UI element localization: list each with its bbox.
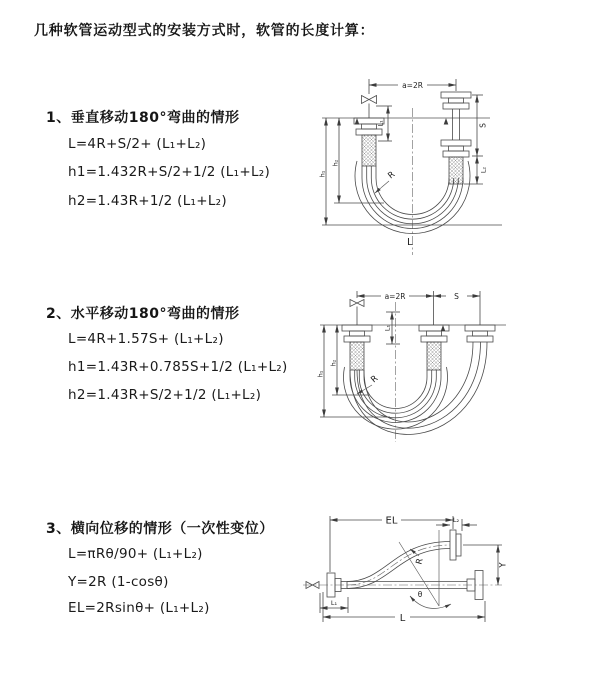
d2-dim-h1-h2 [317, 325, 391, 417]
d3-label-el: EL [385, 515, 398, 527]
d2-right-fitting-moved [465, 325, 495, 342]
section2-formula-L: L=4R+1.57S+ (L₁+L₂) [68, 331, 224, 347]
d2-valve-icon [350, 300, 364, 326]
d3-label-l: L [399, 613, 406, 624]
d3-upper-flange-moved [450, 530, 461, 560]
d3-label-theta: θ [417, 590, 423, 599]
d2-dim-l1 [384, 312, 401, 344]
section3-formula-EL: EL=2Rsinθ+ (L₁+L₂) [68, 600, 210, 616]
d3-dim-l2-top [436, 516, 477, 531]
d1-label-s: S [478, 123, 488, 128]
d2-left-fitting [342, 325, 372, 370]
d1-datum-arrow-right [444, 118, 449, 125]
d1-label-r: R [386, 169, 398, 182]
d2-label-s: S [454, 291, 459, 301]
section1-formula-h1: h1=1.432R+S/2+1/2 (L₁+L₂) [68, 164, 271, 180]
diagram-vertical-180-bend [312, 66, 598, 262]
d1-dim-l1 [376, 106, 392, 141]
page-title: 几种软管运动型式的安装方式时，软管的长度计算： [34, 23, 375, 39]
d2-label-h2: h₂ [329, 359, 338, 367]
d1-datum-arrow-left [355, 118, 360, 125]
d2-datum-arrow [441, 325, 445, 331]
d3-dim-l1-left [320, 593, 348, 613]
d1-valve-icon [362, 96, 377, 119]
diagram-lateral-displacement [298, 505, 598, 640]
d3-label-l1: L₁ [330, 599, 338, 607]
d1-radius-callout [375, 170, 397, 193]
d1-right-fitting [441, 92, 471, 184]
d2-middle-fitting [419, 325, 449, 370]
diagram-horizontal-180-bend [310, 282, 600, 462]
section3-heading: 3、横向位移的情形（一次性变位） [46, 521, 274, 537]
d2-label-h1: h₁ [316, 370, 325, 378]
d2-dim-a2r-s [357, 291, 480, 325]
d2-hose-u-bend-position2 [350, 342, 487, 434]
d3-label-l2: L₂ [452, 516, 460, 524]
section1-heading: 1、垂直移动180°弯曲的情形 [46, 110, 240, 126]
d3-dim-el [330, 516, 453, 573]
d1-label-a2r: a=2R [402, 80, 423, 90]
section3-formula-Y: Y=2R (1-cosθ) [68, 574, 169, 590]
d1-dim-h1-h2 [319, 118, 503, 225]
section1-formula-h2: h2=1.43R+1/2 (L₁+L₂) [68, 193, 227, 209]
d2-label-r: R [369, 373, 381, 386]
d2-label-a2r: a=2R [384, 291, 406, 301]
section2-formula-h2: h2=1.43R+S/2+1/2 (L₁+L₂) [68, 387, 262, 403]
d2-radius-callout [357, 374, 380, 394]
d1-label-l: L [407, 237, 413, 248]
d1-label-l1: L₁ [376, 120, 385, 127]
d3-label-r: R [414, 557, 426, 566]
section2-formula-h1: h1=1.43R+0.785S+1/2 (L₁+L₂) [68, 359, 288, 375]
d2-label-l1: L₁ [383, 324, 392, 332]
d1-label-h2: h₂ [331, 159, 340, 167]
d1-label-l2: L₂ [479, 166, 488, 174]
d3-label-y: Y [498, 562, 509, 568]
section2-heading: 2、水平移动180°弯曲的情形 [46, 306, 240, 322]
d1-label-h1: h₁ [318, 170, 327, 178]
section3-formula-L: L=πRθ/90+ (L₁+L₂) [68, 546, 203, 562]
section1-formula-L: L=4R+S/2+ (L₁+L₂) [68, 136, 207, 152]
d1-dim-s-l2 [464, 95, 488, 184]
